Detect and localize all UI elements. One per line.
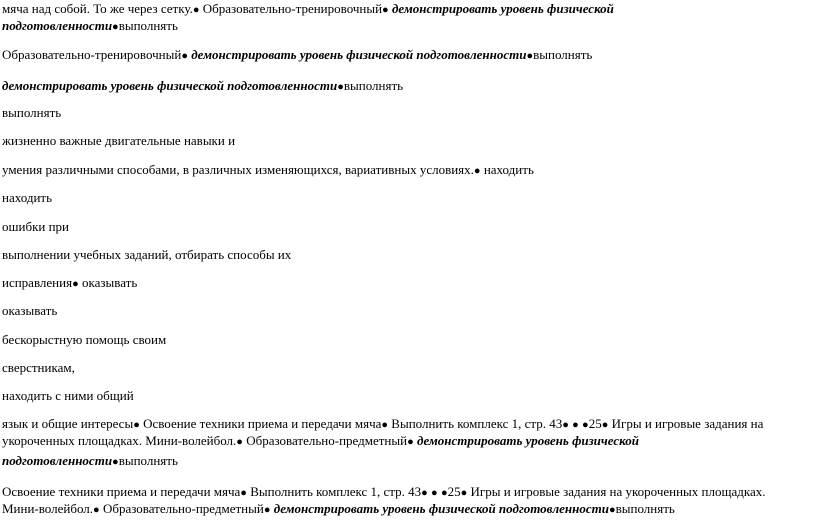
text-line [2,302,57,319]
bullet-icon: ● [181,50,188,62]
body-text: бескорыстную помощь своим [2,332,167,347]
bullet-icon: ● [236,436,243,448]
bullet-icon: ● [263,504,271,516]
text-line [2,77,403,96]
body-text: исправления [2,275,73,290]
bullet-icon: ● [192,4,200,16]
text-line [2,218,69,235]
emphasis-text: демонстрировать уровень физической подготовленности [270,501,609,516]
body-text: 25 [447,484,461,499]
text-line [2,104,61,121]
body-text: Выполнить комплекс 1, стр. 43 [246,484,422,499]
bullet-icon: ● [421,487,428,499]
emphasis-text: подготовленности [2,18,113,33]
text-line [2,359,75,376]
bullet-icon: ● [240,487,247,499]
body-text: находить [480,162,534,177]
text-line [2,432,639,451]
bullet-icon: ● [460,487,468,499]
bullet-icon: ● [407,436,414,448]
emphasis-text: демонстрировать уровень физической [413,433,639,448]
bullet-icon: ● [381,419,389,431]
text-line [2,246,291,263]
body-text: укороченных площадках. Мини-волейбол. [2,433,237,448]
text-line [2,274,137,293]
bullet-icon: ● [440,487,448,499]
body-text: Освоение техники приема и передачи мяча [2,484,241,499]
body-text: оказывать [78,275,138,290]
text-line [2,452,178,471]
body-text: язык и общие интересы [2,416,134,431]
body-text: сверстникам, [2,360,75,375]
emphasis-text: демонстрировать уровень физической подготовленности [2,78,338,93]
body-text: выполнять [533,47,593,62]
emphasis-text: демонстрировать уровень физической подготовленности [187,47,527,62]
body-text: умения различными способами, в различных изменяющихся, вариативных условиях. [2,162,474,177]
body-text: выполнять [343,78,404,93]
bullet-icon: ● [112,456,119,468]
bullet-icon: ● [572,419,579,431]
body-text: выполнении учебных заданий, отбирать способы их [2,247,292,262]
body-text: Игры и игровые задания на [608,416,764,431]
bullet-icon: ● [562,419,569,431]
body-text: выполнять [118,453,178,468]
text-line [2,189,52,206]
text-line [2,132,235,149]
bullet-icon: ● [601,419,609,431]
text-line [2,331,166,348]
body-text: 25 [588,416,602,431]
bullet-icon: ● [72,278,79,290]
text-line [2,17,178,36]
body-text: Образовательно-предметный [242,433,408,448]
body-text: оказывать [2,303,58,318]
text-line [2,387,134,404]
body-text: Выполнить комплекс 1, стр. 43 [388,416,563,431]
bullet-icon: ● [112,21,119,33]
bullet-icon: ● [473,165,481,177]
bullet-icon: ● [431,487,438,499]
body-text: находить [2,190,53,205]
body-text: Мини-волейбол. [2,501,94,516]
bullet-icon: ● [337,81,344,93]
emphasis-text: подготовленности [2,453,113,468]
text-line [2,46,592,65]
body-text: жизненно важные двигательные навыки и [2,133,236,148]
bullet-icon: ● [93,504,100,516]
body-text: выполнять [615,501,675,516]
body-text: выполнять [2,105,62,120]
body-text: находить с ними общий [2,388,134,403]
body-text: Освоение техники приема и передачи мяча [139,416,382,431]
text-line [2,500,675,519]
bullet-icon: ● [133,419,140,431]
body-text: Образовательно-тренировочный [2,47,182,62]
body-text: Образовательно-тренировочный [199,1,383,16]
body-text: мяча над собой. То же через сетку. [2,1,193,16]
body-text: выполнять [118,18,178,33]
bullet-icon: ● [582,419,589,431]
body-text: Образовательно-предметный [99,501,264,516]
bullet-icon: ● [526,50,534,62]
body-text: Игры и игровые задания на укороченных площадках. [467,484,766,499]
text-line [2,161,534,180]
bullet-icon: ● [608,504,616,516]
body-text: ошибки при [2,219,70,234]
bullet-icon: ● [382,4,389,16]
emphasis-text: демонстрировать уровень физической [388,1,614,16]
